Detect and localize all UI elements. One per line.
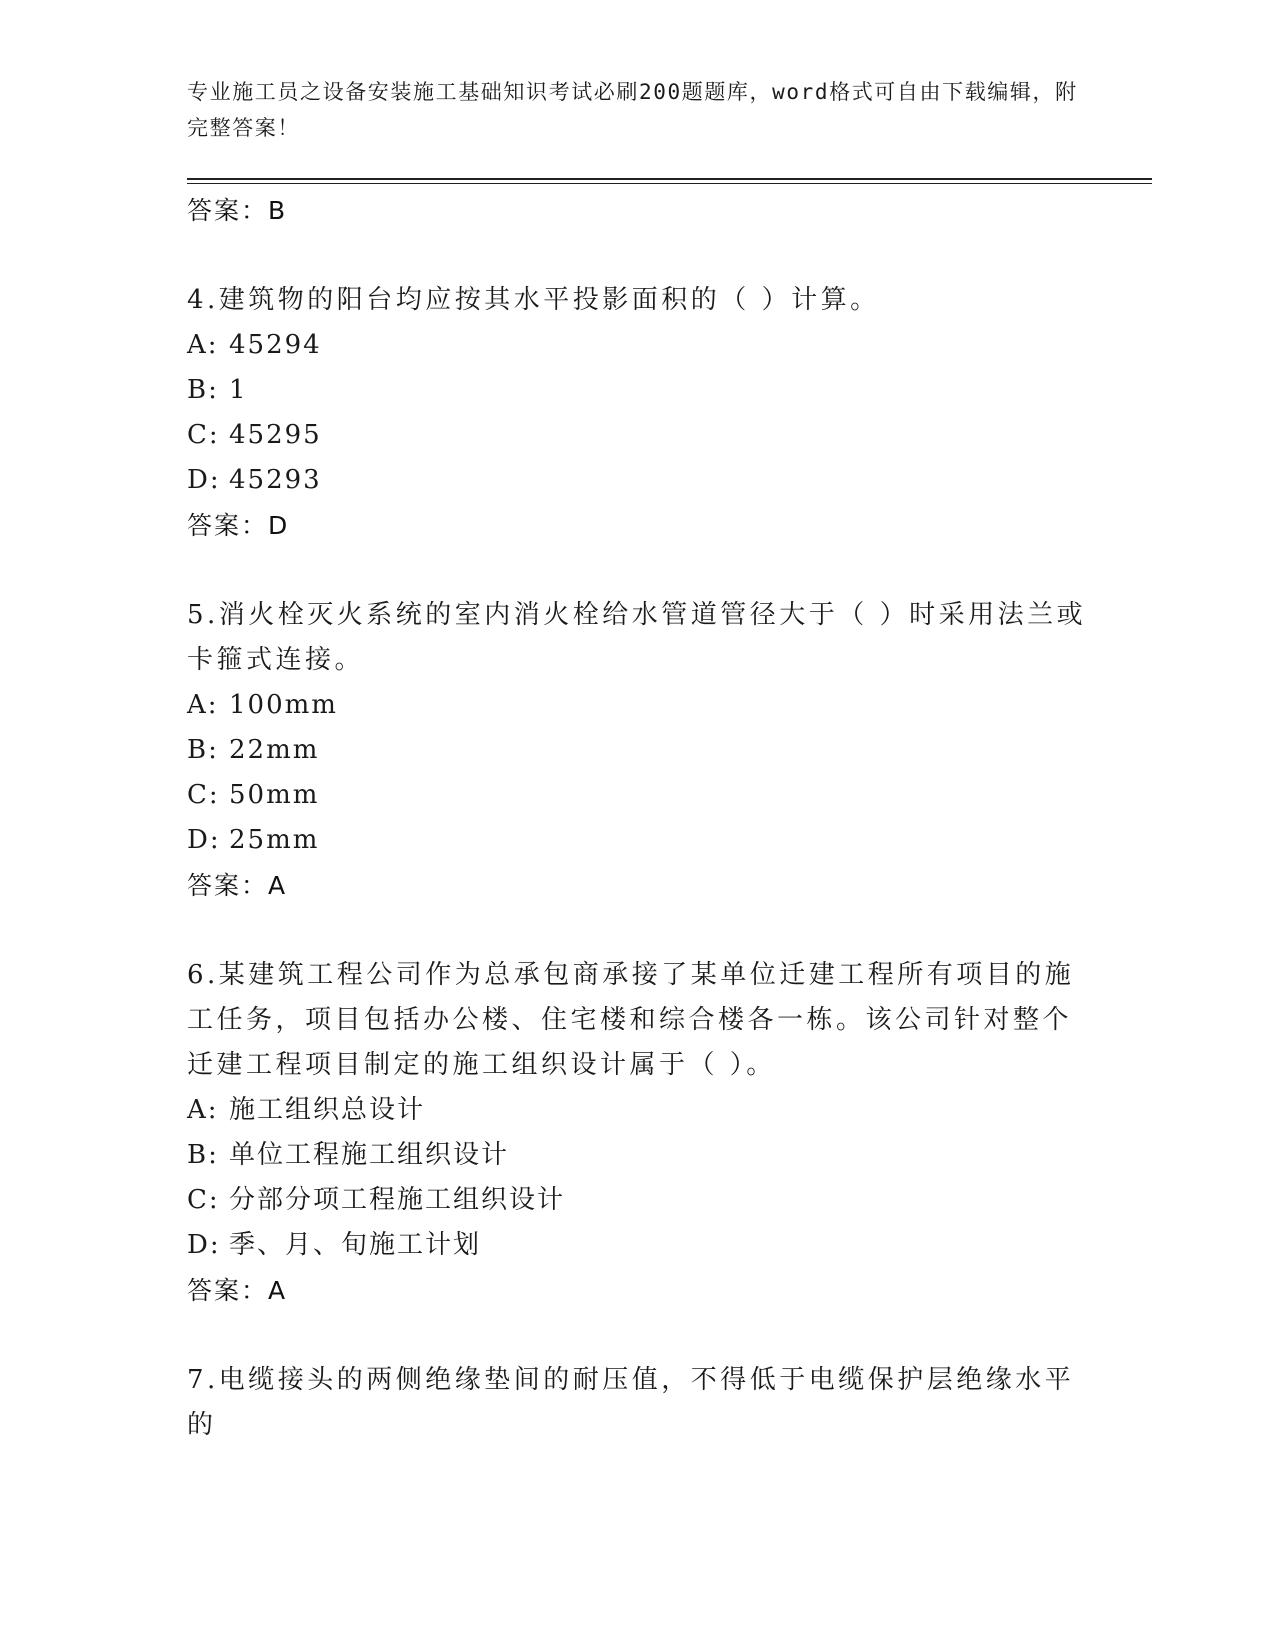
option-b bbox=[187, 368, 1087, 413]
option-text: 1 bbox=[229, 375, 248, 405]
option-letter: D: bbox=[187, 1230, 221, 1260]
option-letter: A: bbox=[187, 690, 219, 720]
option-text: 45293 bbox=[229, 465, 322, 495]
option-text: 单位工程施工组织设计 bbox=[229, 1140, 510, 1170]
question-stem: 4.建筑物的阳台均应按其水平投影面积的（ ）计算。 bbox=[187, 285, 880, 315]
header-divider-thin bbox=[187, 183, 1152, 184]
option-letter: A: bbox=[187, 330, 219, 360]
question-stem: 5.消火栓灭火系统的室内消火栓给水管道管径大于（ ）时采用法兰或卡箍式连接。 bbox=[187, 600, 1087, 675]
option-letter: B: bbox=[187, 1140, 219, 1170]
answer-line: 答案：B bbox=[187, 196, 288, 225]
option-d bbox=[187, 818, 1087, 863]
option-text: 45294 bbox=[229, 330, 322, 360]
option-c bbox=[187, 773, 1087, 818]
header-divider bbox=[187, 178, 1152, 180]
option-a bbox=[187, 1088, 1087, 1133]
option-text: 50mm bbox=[229, 780, 320, 810]
option-letter: C: bbox=[187, 420, 220, 450]
option-b bbox=[187, 1133, 1087, 1178]
option-text: 100mm bbox=[229, 690, 338, 720]
answer-line: 答案：A bbox=[187, 1276, 288, 1305]
question-stem: 7.电缆接头的两侧绝缘垫间的耐压值，不得低于电缆保护层绝缘水平的 bbox=[187, 1365, 1075, 1440]
question-4 bbox=[187, 278, 1087, 549]
option-text: 季、月、旬施工计划 bbox=[229, 1230, 482, 1260]
option-letter: B: bbox=[187, 735, 219, 765]
question-7 bbox=[187, 1358, 1087, 1448]
option-a bbox=[187, 683, 1087, 728]
option-letter: D: bbox=[187, 465, 221, 495]
option-letter: D: bbox=[187, 825, 221, 855]
question-list bbox=[187, 188, 1087, 1448]
document-header: 专业施工员之设备安装施工基础知识考试必刷200题题库，word格式可自由下载编辑，附完整答案！ bbox=[187, 80, 1078, 140]
option-d bbox=[187, 1223, 1087, 1268]
option-d bbox=[187, 458, 1087, 503]
option-text: 22mm bbox=[229, 735, 320, 765]
option-b bbox=[187, 728, 1087, 773]
option-text: 分部分项工程施工组织设计 bbox=[229, 1185, 566, 1215]
answer-line: 答案：D bbox=[187, 511, 290, 540]
option-c bbox=[187, 413, 1087, 458]
option-letter: B: bbox=[187, 375, 219, 405]
option-text: 45295 bbox=[229, 420, 322, 450]
option-text: 施工组织总设计 bbox=[229, 1095, 426, 1125]
question-6 bbox=[187, 953, 1087, 1314]
question-5 bbox=[187, 593, 1087, 909]
answer-line: 答案：A bbox=[187, 871, 288, 900]
option-text: 25mm bbox=[229, 825, 320, 855]
option-a bbox=[187, 323, 1087, 368]
question-stem: 6.某建筑工程公司作为总承包商承接了某单位迁建工程所有项目的施工任务，项目包括办公楼、住宅楼和综合楼各一栋。该公司针对整个迁建工程项目制定的施工组织设计属于（ ）。 bbox=[187, 960, 1075, 1080]
option-c bbox=[187, 1178, 1087, 1223]
option-letter: C: bbox=[187, 780, 220, 810]
option-letter: C: bbox=[187, 1185, 220, 1215]
option-letter: A: bbox=[187, 1095, 219, 1125]
